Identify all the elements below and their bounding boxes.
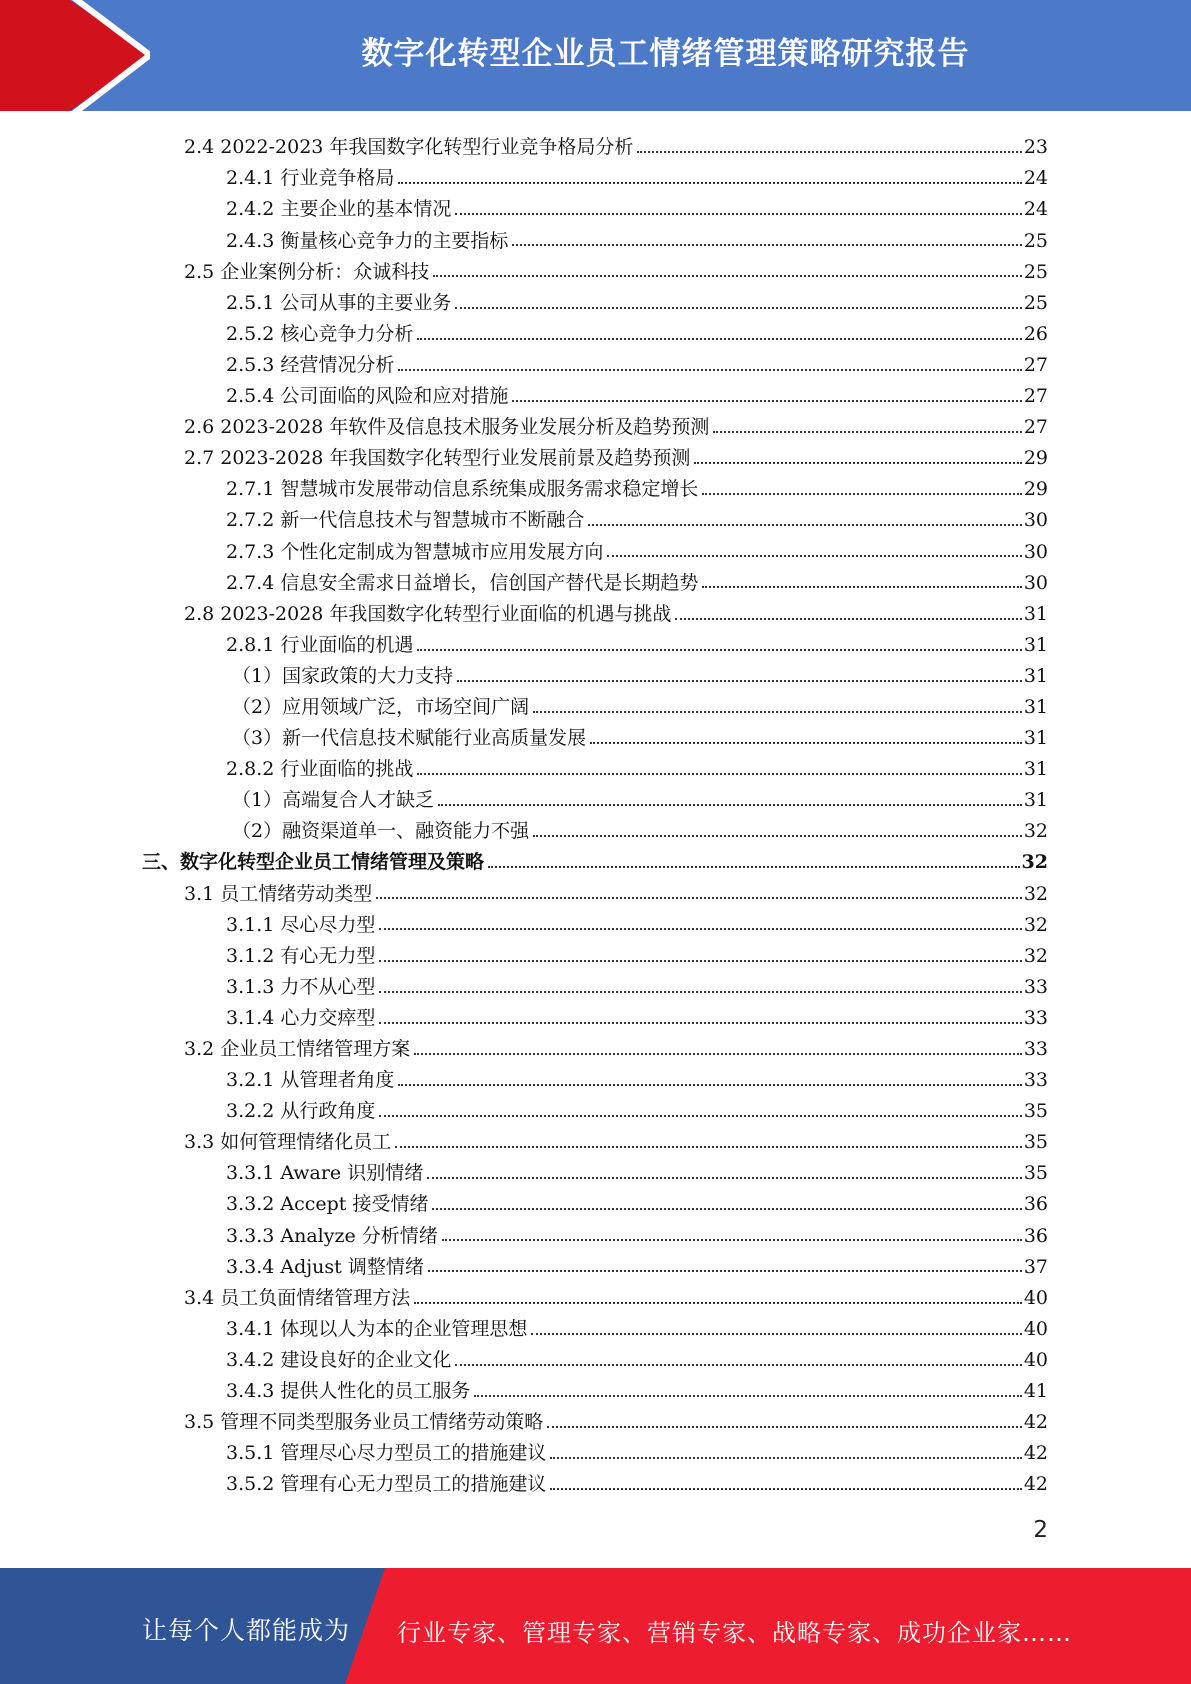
toc-entry[interactable] xyxy=(0,1403,1191,1434)
toc-entry-label: 3.3.2 Accept 接受情绪 xyxy=(226,1193,429,1216)
toc-entry-label: 2.4.2 主要企业的基本情况 xyxy=(226,198,452,221)
toc-entry[interactable] xyxy=(0,563,1191,594)
toc-entry-page: 26 xyxy=(1023,322,1048,345)
toc-dot-leader xyxy=(379,960,1021,962)
toc-entry-page: 33 xyxy=(1023,1069,1048,1092)
toc-entry-label: （1）国家政策的大力支持 xyxy=(232,664,454,687)
toc-dot-leader xyxy=(457,680,1022,682)
header-red-arrow xyxy=(0,0,150,111)
page-number: 2 xyxy=(1033,1517,1048,1543)
toc-entry[interactable] xyxy=(0,408,1191,439)
toc-entry-page: 31 xyxy=(1023,695,1048,718)
toc-entry-page: 30 xyxy=(1023,540,1048,563)
toc-dot-leader xyxy=(379,928,1021,930)
toc-entry-label: 3.2.2 从行政角度 xyxy=(226,1100,376,1123)
toc-entry[interactable] xyxy=(0,1278,1191,1309)
toc-dot-leader xyxy=(550,1457,1021,1459)
toc-entry-page: 24 xyxy=(1023,167,1048,190)
toc-entry-label: 2.8.1 行业面临的机遇 xyxy=(226,633,414,656)
toc-entry-label: 3.4.2 建设良好的企业文化 xyxy=(226,1348,452,1371)
toc-dot-leader xyxy=(417,338,1021,340)
toc-entry-page: 30 xyxy=(1023,509,1048,532)
toc-dot-leader xyxy=(379,1115,1021,1117)
toc-entry[interactable] xyxy=(0,657,1191,688)
toc-entry-label: （2）应用领域广泛，市场空间广阔 xyxy=(232,695,530,718)
toc-dot-leader xyxy=(533,835,1022,837)
toc-entry-page: 31 xyxy=(1023,633,1048,656)
toc-entry[interactable] xyxy=(0,719,1191,750)
toc-entry[interactable] xyxy=(0,626,1191,657)
toc-entry-label: 3.4.3 提供人性化的员工服务 xyxy=(226,1380,471,1403)
toc-entry-label: 3.1.1 尽心尽力型 xyxy=(226,913,376,936)
toc-dot-leader xyxy=(376,897,1022,899)
toc-dot-leader xyxy=(417,649,1021,651)
toc-dot-leader xyxy=(398,1084,1021,1086)
toc-dot-leader xyxy=(455,307,1021,309)
toc-entry-page: 40 xyxy=(1023,1348,1048,1371)
toc-entry-page: 25 xyxy=(1023,260,1048,283)
toc-entry-page: 32 xyxy=(1023,882,1048,905)
toc-entry[interactable] xyxy=(0,843,1191,874)
toc-entry[interactable] xyxy=(0,1061,1191,1092)
toc-dot-leader xyxy=(428,1270,1022,1272)
toc-dot-leader xyxy=(637,151,1021,153)
toc-dot-leader xyxy=(398,182,1021,184)
toc-dot-leader xyxy=(713,431,1021,433)
toc-entry[interactable] xyxy=(0,221,1191,252)
toc-entry[interactable] xyxy=(0,283,1191,314)
report-title: 数字化转型企业员工情绪管理策略研究报告 xyxy=(361,36,970,72)
toc-entry-page: 32 xyxy=(1023,913,1048,936)
toc-entry-page: 32 xyxy=(1023,820,1048,843)
toc-dot-leader xyxy=(379,1022,1021,1024)
toc-entry-label: 3.3.3 Analyze 分析情绪 xyxy=(226,1224,438,1247)
toc-entry-page: 35 xyxy=(1023,1131,1048,1154)
toc-entry-page: 33 xyxy=(1023,1038,1048,1061)
page-footer xyxy=(0,1568,1191,1684)
toc-entry[interactable] xyxy=(0,1247,1191,1278)
toc-entry-label: 2.5.3 经营情况分析 xyxy=(226,353,395,376)
toc-entry-label: （1）高端复合人才缺乏 xyxy=(232,789,435,812)
toc-entry-label: 三、数字化转型企业员工情绪管理及策略 xyxy=(142,851,485,874)
toc-entry[interactable] xyxy=(0,532,1191,563)
toc-dot-leader xyxy=(398,369,1021,371)
toc-entry[interactable] xyxy=(0,159,1191,190)
toc-entry[interactable] xyxy=(0,905,1191,936)
toc-entry-label: 2.4.3 衡量核心竞争力的主要指标 xyxy=(226,229,509,252)
toc-dot-leader xyxy=(512,400,1021,402)
toc-entry-page: 40 xyxy=(1023,1286,1048,1309)
toc-entry[interactable] xyxy=(0,812,1191,843)
toc-dot-leader xyxy=(474,1395,1021,1397)
toc-dot-leader xyxy=(702,586,1021,588)
toc-entry-page: 25 xyxy=(1023,229,1048,252)
toc-entry[interactable] xyxy=(0,315,1191,346)
toc-entry[interactable] xyxy=(0,346,1191,377)
toc-dot-leader xyxy=(414,1053,1022,1055)
toc-entry-label: 2.5.1 公司从事的主要业务 xyxy=(226,291,452,314)
toc-dot-leader xyxy=(488,866,1020,868)
toc-entry[interactable] xyxy=(0,128,1191,159)
toc-entry-label: 3.4.1 体现以人为本的企业管理思想 xyxy=(226,1317,528,1340)
toc-dot-leader xyxy=(395,1146,1022,1148)
toc-dot-leader xyxy=(675,618,1021,620)
toc-entry-page: 31 xyxy=(1023,758,1048,781)
toc-entry-page: 31 xyxy=(1023,789,1048,812)
toc-dot-leader xyxy=(438,804,1022,806)
toc-entry-label: 2.8.2 行业面临的挑战 xyxy=(226,758,414,781)
toc-entry[interactable] xyxy=(0,750,1191,781)
toc-entry-label: 3.4 员工负面情绪管理方法 xyxy=(184,1286,411,1309)
toc-entry[interactable] xyxy=(0,1123,1191,1154)
toc-entry-label: 3.2 企业员工情绪管理方案 xyxy=(184,1038,411,1061)
toc-entry[interactable] xyxy=(0,1372,1191,1403)
toc-entry-page: 41 xyxy=(1023,1380,1048,1403)
toc-entry[interactable] xyxy=(0,1310,1191,1341)
toc-entry-page: 30 xyxy=(1023,571,1048,594)
toc-entry[interactable] xyxy=(0,501,1191,532)
toc-entry-page: 35 xyxy=(1023,1162,1048,1185)
toc-entry-page: 33 xyxy=(1023,975,1048,998)
footer-slogan-right: 行业专家、管理专家、营销专家、战略专家、成功企业家…… xyxy=(397,1619,1072,1647)
toc-entry-label: 3.1 员工情绪劳动类型 xyxy=(184,882,373,905)
toc-entry-page: 42 xyxy=(1023,1442,1048,1465)
toc-entry-label: 2.4.1 行业竞争格局 xyxy=(226,167,395,190)
toc-entry[interactable] xyxy=(0,688,1191,719)
toc-entry-page: 24 xyxy=(1023,198,1048,221)
toc-entry-page: 42 xyxy=(1023,1473,1048,1496)
toc-entry-label: 2.5 企业案例分析：众诚科技 xyxy=(184,260,430,283)
toc-entry-label: 2.7.3 个性化定制成为智慧城市应用发展方向 xyxy=(226,540,604,563)
toc-entry-label: 3.3.1 Aware 识别情绪 xyxy=(226,1162,424,1185)
toc-entry-label: 3.1.2 有心无力型 xyxy=(226,944,376,967)
table-of-contents xyxy=(0,128,1191,1496)
toc-entry-page: 29 xyxy=(1023,478,1048,501)
toc-dot-leader xyxy=(550,1488,1021,1490)
toc-entry-label: 3.1.4 心力交瘁型 xyxy=(226,1006,376,1029)
toc-dot-leader xyxy=(533,711,1022,713)
toc-entry[interactable] xyxy=(0,377,1191,408)
toc-entry-label: 2.6 2023-2028 年软件及信息技术服务业发展分析及趋势预测 xyxy=(184,416,710,439)
toc-dot-leader xyxy=(547,1426,1022,1428)
toc-dot-leader xyxy=(442,1239,1022,1241)
toc-entry-page: 31 xyxy=(1023,727,1048,750)
toc-entry[interactable] xyxy=(0,439,1191,470)
toc-entry-page: 35 xyxy=(1023,1100,1048,1123)
toc-entry-page: 42 xyxy=(1023,1411,1048,1434)
toc-entry-label: 2.7 2023-2028 年我国数字化转型行业发展前景及趋势预测 xyxy=(184,447,691,470)
toc-entry-label: （2）融资渠道单一、融资能力不强 xyxy=(232,820,530,843)
toc-entry-label: 2.5.4 公司面临的风险和应对措施 xyxy=(226,385,509,408)
toc-entry[interactable] xyxy=(0,1341,1191,1372)
toc-entry-label: 3.3.4 Adjust 调整情绪 xyxy=(226,1255,424,1278)
toc-entry[interactable] xyxy=(0,1030,1191,1061)
toc-entry-page: 27 xyxy=(1023,416,1048,439)
toc-dot-leader xyxy=(694,462,1021,464)
toc-dot-leader xyxy=(702,493,1021,495)
toc-entry-page: 33 xyxy=(1023,1006,1048,1029)
toc-entry[interactable] xyxy=(0,1434,1191,1465)
toc-entry-page: 27 xyxy=(1023,353,1048,376)
toc-entry[interactable] xyxy=(0,874,1191,905)
toc-entry[interactable] xyxy=(0,190,1191,221)
toc-entry-page: 32 xyxy=(1023,944,1048,967)
toc-entry-label: 2.8 2023-2028 年我国数字化转型行业面临的机遇与挑战 xyxy=(184,602,672,625)
toc-entry-page: 23 xyxy=(1023,136,1048,159)
toc-entry[interactable] xyxy=(0,1216,1191,1247)
toc-entry-label: 2.4 2022-2023 年我国数字化转型行业竞争格局分析 xyxy=(184,136,634,159)
toc-entry-page: 37 xyxy=(1023,1255,1048,1278)
toc-entry[interactable] xyxy=(0,936,1191,967)
toc-dot-leader xyxy=(379,991,1021,993)
toc-dot-leader xyxy=(432,1208,1021,1210)
toc-entry-page: 36 xyxy=(1023,1224,1048,1247)
toc-dot-leader xyxy=(433,275,1022,277)
toc-entry-label: 3.5 管理不同类型服务业员工情绪劳动策略 xyxy=(184,1411,544,1434)
toc-entry-label: 3.1.3 力不从心型 xyxy=(226,975,376,998)
toc-dot-leader xyxy=(588,524,1021,526)
toc-entry-page: 25 xyxy=(1023,291,1048,314)
toc-entry-label: 3.5.2 管理有心无力型员工的措施建议 xyxy=(226,1473,547,1496)
toc-entry[interactable] xyxy=(0,1185,1191,1216)
toc-entry[interactable] xyxy=(0,999,1191,1030)
toc-entry[interactable] xyxy=(0,594,1191,625)
toc-dot-leader xyxy=(414,1302,1022,1304)
toc-entry-label: 3.2.1 从管理者角度 xyxy=(226,1069,395,1092)
toc-entry-page: 27 xyxy=(1023,385,1048,408)
toc-entry-label: 2.7.4 信息安全需求日益增长，信创国产替代是长期趋势 xyxy=(226,571,699,594)
toc-entry[interactable] xyxy=(0,1092,1191,1123)
toc-entry-label: （3）新一代信息技术赋能行业高质量发展 xyxy=(232,727,587,750)
toc-dot-leader xyxy=(455,213,1021,215)
toc-entry-label: 3.3 如何管理情绪化员工 xyxy=(184,1131,392,1154)
footer-slogan-left: 让每个人都能成为 xyxy=(142,1616,351,1645)
toc-entry[interactable] xyxy=(0,470,1191,501)
toc-entry-page: 36 xyxy=(1023,1193,1048,1216)
toc-dot-leader xyxy=(607,555,1021,557)
toc-entry[interactable] xyxy=(0,252,1191,283)
toc-entry-page: 32 xyxy=(1021,851,1048,874)
toc-entry-label: 2.7.1 智慧城市发展带动信息系统集成服务需求稳定增长 xyxy=(226,478,699,501)
toc-entry[interactable] xyxy=(0,968,1191,999)
toc-entry-page: 40 xyxy=(1023,1317,1048,1340)
toc-entry[interactable] xyxy=(0,1154,1191,1185)
toc-dot-leader xyxy=(512,244,1021,246)
toc-entry-label: 3.5.1 管理尽心尽力型员工的措施建议 xyxy=(226,1442,547,1465)
toc-entry[interactable] xyxy=(0,1465,1191,1496)
toc-entry-page: 31 xyxy=(1023,664,1048,687)
toc-dot-leader xyxy=(531,1333,1021,1335)
toc-entry[interactable] xyxy=(0,781,1191,812)
page-header xyxy=(0,0,1191,111)
toc-entry-page: 31 xyxy=(1023,602,1048,625)
toc-dot-leader xyxy=(455,1364,1021,1366)
toc-entry-label: 2.5.2 核心竞争力分析 xyxy=(226,322,414,345)
toc-dot-leader xyxy=(417,773,1021,775)
toc-entry-page: 29 xyxy=(1023,447,1048,470)
toc-dot-leader xyxy=(427,1177,1022,1179)
toc-entry-label: 2.7.2 新一代信息技术与智慧城市不断融合 xyxy=(226,509,585,532)
toc-dot-leader xyxy=(590,742,1022,744)
